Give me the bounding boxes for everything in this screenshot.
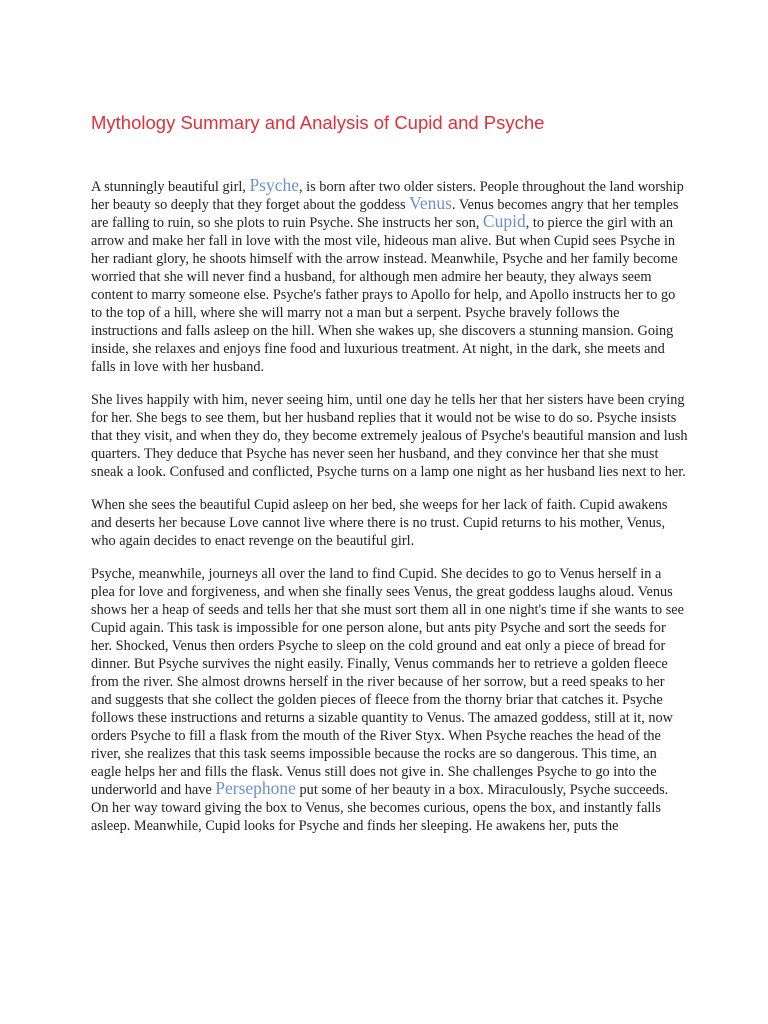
paragraph-text: A stunningly beautiful girl, — [91, 179, 250, 195]
link-psyche[interactable]: Psyche — [249, 175, 300, 195]
paragraph-text: put some of her beauty in a box. Miraculously, Psyche succeeds. — [295, 782, 669, 798]
paragraph-text: , to pierce the girl with an arrow and make her fall in love with the most vile, hideous man alive. But when Cupid sees Psyche in her radiant glory, he shoots himself with the arrow instead. Meanwhile, Psyche and her family become worried that she will never find a husband, for although men admire her beauty, they always seem content to marry someone else. Psyche's father prays to Apollo for help, and Apollo instructs her to go to the top of a hill, where she will marry not a man but a serpent. Psyche bravely follows the instructions and falls asleep on the hill. When she wakes up, she discovers a stunning mansion. Going inside, she relaxes and enjoys fine food and luxurious treatment. At night, in the dark, she meets and falls in love with her husband. — [91, 215, 678, 375]
link-persephone[interactable]: Persephone — [215, 778, 296, 798]
link-cupid[interactable]: Cupid — [482, 211, 526, 231]
paragraph-text: , is born after two older sisters. People throughout the land worship her beauty so deeply that they forget about the goddess — [91, 179, 684, 213]
paragraph-1 — [91, 175, 688, 376]
paragraph-5 — [91, 799, 688, 835]
link-venus[interactable]: Venus — [409, 193, 452, 213]
paragraph-text: Psyche, meanwhile, journeys all over the land to find Cupid. She decides to go to Venus herself in a plea for love and forgiveness, and when she finally sees Venus, the great goddess laughs aloud. Venus shows her a heap of seeds and tells her that she must sort them all in one night's time if she wants to see Cupid again. This task is impossible for one person alone, but ants pity Psyche and sort the seeds for her. Shocked, Venus then orders Psyche to sleep on the cold ground and eat only a piece of bread for dinner. But Psyche survives the night easily. Finally, Venus commands her to retrieve a golden fleece from the river. She almost drowns herself in the river because of her sorrow, but a reed speaks to her and suggests that she collect the golden pieces of fleece from the thorny briar that catches it. Psyche follows these instructions and returns a sizable quantity to Venus. The amazed goddess, still at it, now orders Psyche to fill a flask from the mouth of the River Styx. When Psyche reaches the head of the river, she realizes that this task seems impossible because the rocks are so dangerous. This time, an eagle helps her and fills the flask. Venus still does not give in. She challenges Psyche to go into the underworld and have — [91, 566, 684, 798]
paragraph-text: On her way toward giving the box to Venus, she becomes curious, opens the box, and instantly falls asleep. Meanwhile, Cupid looks for Psyche and finds her sleeping. He awakens her, puts the — [91, 800, 661, 834]
document-body — [91, 175, 688, 835]
paragraph-text: . Venus becomes angry that her temples are falling to ruin, so she plots to ruin Psyche. She instructs her son, — [91, 197, 679, 231]
paragraph-text: She lives happily with him, never seeing him, until one day he tells her that her sisters have been crying for her. She begs to see them, but her husband replies that it would not be wise to do so. Psyche insists that they visit, and when they do, they become extremely jealous of Psyche's beautiful mansion and lush quarters. They deduce that Psyche has never seen her husband, and they convince her that she must sneak a look. Confused and conflicted, Psyche turns on a lamp one night as her husband lies next to her. — [91, 392, 688, 480]
paragraph-4 — [91, 565, 688, 799]
paragraph-3 — [91, 496, 688, 550]
paragraph-2 — [91, 391, 688, 481]
document-title: Mythology Summary and Analysis of Cupid and Psyche — [91, 112, 545, 133]
paragraph-text: When she sees the beautiful Cupid asleep on her bed, she weeps for her lack of faith. Cupid awakens and deserts her because Love cannot live where there is no trust. Cupid returns to his mother, Venus, who again decides to enact revenge on the beautiful girl. — [91, 497, 668, 549]
